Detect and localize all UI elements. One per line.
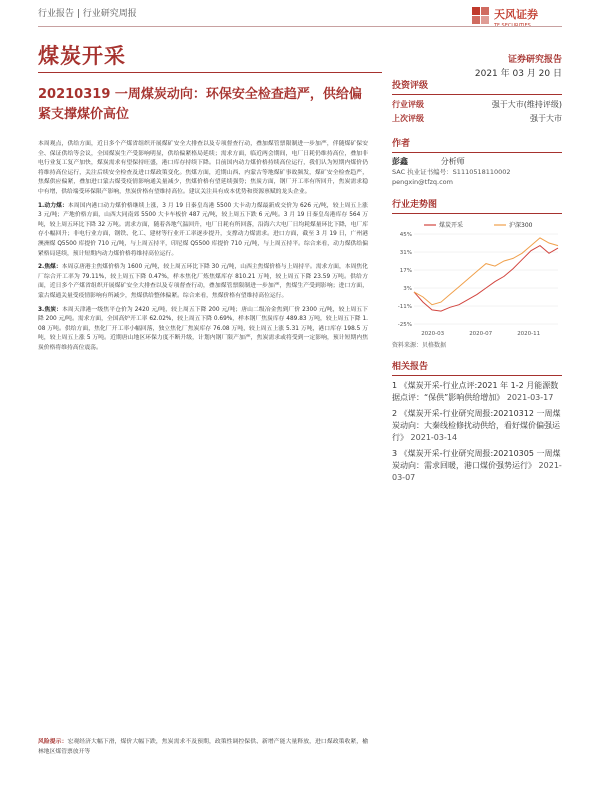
rating-value: 强于大市	[530, 114, 562, 123]
risk-text: 宏观经济大幅下滑，煤价大幅下跌，焦炭需求不及预期，政策性调控保供、新增产能大量释放，进口煤政策收紧，榆林地区煤管票放开等	[38, 739, 368, 755]
y-tick-label: 17%	[399, 268, 412, 274]
related-report-text[interactable]: 1 《煤炭开采-行业点评:2021 年 1-2 月能源数据点评：“保供”影响供给增加》	[392, 381, 559, 402]
section-lead: 2.焦煤：	[38, 264, 62, 271]
chart-source: 资料来源：贝格数据	[392, 342, 447, 349]
author-name-row	[392, 156, 562, 167]
series-line	[414, 246, 558, 312]
section-thermal-coal	[38, 202, 368, 260]
section-coke	[38, 306, 368, 354]
section-lead: 3.焦炭：	[38, 306, 63, 313]
risk-warning	[38, 738, 368, 757]
section-lead: 1.动力煤：	[38, 202, 68, 209]
author-email[interactable]: pengxin@tfzq.com	[392, 178, 453, 186]
trend-block	[392, 197, 562, 349]
report-title: 20210319 一周煤炭动向：环保安全检查趋严，供给偏紧支撑煤价高位	[38, 87, 362, 122]
related-report-text[interactable]: 3 《煤炭开采-行业研究周报:20210305 一周煤炭动向：需求回暖，港口煤价强势运行》	[392, 449, 561, 470]
logo-mark-icon	[472, 7, 489, 24]
tf-securities-logo	[470, 4, 562, 34]
related-header: 相关报告	[392, 359, 562, 376]
report-kind: 证券研究报告	[507, 55, 562, 65]
author-name: 彭鑫	[392, 157, 408, 166]
top-divider	[38, 26, 562, 27]
sidebar	[392, 78, 562, 484]
section-text: 本周京唐港主焦煤价格为 1600 元/吨，较上周五环比下降 30 元/吨，山西主焦煤价格与上周持平。需求方面，本周焦化厂综合开工率为 79.11%，较上周五下降 0.47%，样本焦化厂炼焦煤库存 810.21 万吨，较上周五下降 23.59 万吨。供给方面，近日多个产煤省组织开展煤矿安全大排查以及专项督查行动，叠加煤管票限制进一步加严，焦煤生产受到影响；进口方面，蒙古煤通关量受疫情影响有所减少，焦煤供给整体偏紧。综合来看，焦煤价格有望维持高位运行。	[38, 264, 368, 299]
trend-header: 行业走势图	[392, 197, 562, 214]
rating-value: 强于大市(维持评级)	[491, 100, 562, 109]
y-tick-label: -25%	[397, 322, 412, 328]
author-block	[392, 136, 562, 187]
legend-label: 沪深300	[509, 222, 533, 229]
trend-chart-svg	[392, 218, 562, 338]
author-header: 作者	[392, 136, 562, 153]
related-report-date: 2021-03-14	[410, 433, 458, 442]
section-text: 本周天津港一级焦平仓价为 2420 元/吨，较上周五下降 200 元/吨；唐山二级冶金焦到厂价 2300 元/吨，较上周五下降 200 元/吨。需求方面，全国高炉开工率 62.02%，较上周五下降 0.69%，样本钢厂焦炭库存 489.83 万吨，较上周五下降 1.08 万吨。供给方面，焦化厂开工率小幅回落，独立焦化厂焦炭库存 76.08 万吨，较上周五上涨 5.31 万吨，港口库存 198.5 万吨，较上周五上涨 5 万吨。近期唐山地区环保力度不断升级，计划内钢厂限产加严，焦炭需求或将受到一定影响，预计短期内焦炭价格将维持高位震荡。	[38, 306, 368, 351]
rating-row	[392, 98, 562, 112]
related-report[interactable]	[392, 408, 562, 444]
x-tick-label: 2020-03	[421, 331, 445, 337]
related-report-text[interactable]: 2 《煤炭开采-行业研究周报:20210312 一周煤炭动向：大秦线检修扰动供给，看好煤价偏强运行》	[392, 409, 561, 442]
y-tick-label: 3%	[403, 286, 412, 292]
related-block	[392, 359, 562, 484]
rating-key: 上次评级	[392, 114, 424, 123]
svg-text:TF SECURITIES: TF SECURITIES	[494, 23, 531, 29]
report-date: 2021 年 03 月 20 日	[474, 69, 562, 79]
related-report[interactable]	[392, 448, 562, 484]
breadcrumb: 行业报告 | 行业研究周报	[38, 9, 137, 19]
sector-name: 煤炭开采	[38, 44, 126, 68]
trend-chart	[392, 218, 562, 338]
related-report[interactable]	[392, 380, 562, 404]
y-tick-label: -11%	[397, 304, 412, 310]
section-text: 本周国内港口动力煤价格继续上涨，3 月 19 日秦皇岛港 5500 大卡动力煤最新成交价为 626 元/吨，较上周五上涨 3 元/吨；产地价格方面，山西大同南郊 5500 大卡车板价 487 元/吨，较上周五下跌 6 元/吨。3 月 19 日秦皇岛港库存 564 万吨，较上周五环比下降 32 万吨。需求方面，随着各地气温回升，电厂日耗有所回落，沿海六大电厂日均耗煤量环比下降，电厂库存小幅回升；非电行业方面，钢铁、化工、建材等行业开工率逐步提升，支撑动力煤需求。进口方面，截至 3 月 19 日，广州港澳洲煤 Q5500 库提价 710 元/吨，与上周五持平，印尼煤 Q5500 库提价 710 元/吨，与上周五持平。综合来看，动力煤供给偏紧格局延续，预计短期内动力煤价格将维持高位运行。	[38, 202, 368, 257]
related-report-date: 2021-03-17	[506, 393, 554, 402]
y-tick-label: 45%	[399, 232, 412, 238]
related-report-date: 2021-03-07	[392, 461, 562, 482]
svg-text:天风证券: 天风证券	[494, 8, 538, 21]
x-tick-label: 2020-07	[469, 331, 493, 337]
rating-row	[392, 112, 562, 126]
author-sac: SAC 执业证书编号：S1110518110002	[392, 168, 511, 176]
x-tick-label: 2020-11	[517, 331, 541, 337]
legend-label: 煤炭开采	[439, 222, 464, 229]
risk-lead: 风险提示：	[38, 739, 68, 745]
sector-divider	[38, 72, 382, 73]
y-tick-label: 31%	[399, 250, 412, 256]
summary-paragraph: 本周观点，供给方面，近日多个产煤省组织开展煤矿安全大排查以及专项督查行动，叠加煤管票限制进一步加严，伴随煤矿保安全、保证供给等会议，全国煤炭生产受影响明显，供给偏紧格局延续；需求方面，临近两会期间，电厂日耗仍维持高位，叠加非电行业复工复产加快，煤炭需求有望保持旺盛，港口库存持续下降。目前国内动力煤价格持续高位运行，我们认为短期内煤价仍将维持高位运行，关注后续安全检查及进口煤政策变化。焦煤方面，近期山西、内蒙古等地煤矿事故频发，煤矿安全检查趋严，焦煤供应偏紧，叠加进口蒙古煤受疫情影响通关量减少，焦煤价格有望延续强势；焦炭方面，钢厂开工率有所回升，焦炭需求稳中有增，供给端受环保限产影响，焦炭价格有望维持高位。建议关注具有成本优势和资源禀赋的龙头企业。	[38, 141, 368, 195]
rating-header: 投资评级	[392, 78, 562, 95]
rating-key: 行业评级	[392, 100, 424, 109]
top-bar	[38, 0, 562, 29]
author-role: 分析师	[440, 157, 465, 166]
report-body	[38, 140, 368, 357]
section-coking-coal	[38, 263, 368, 301]
